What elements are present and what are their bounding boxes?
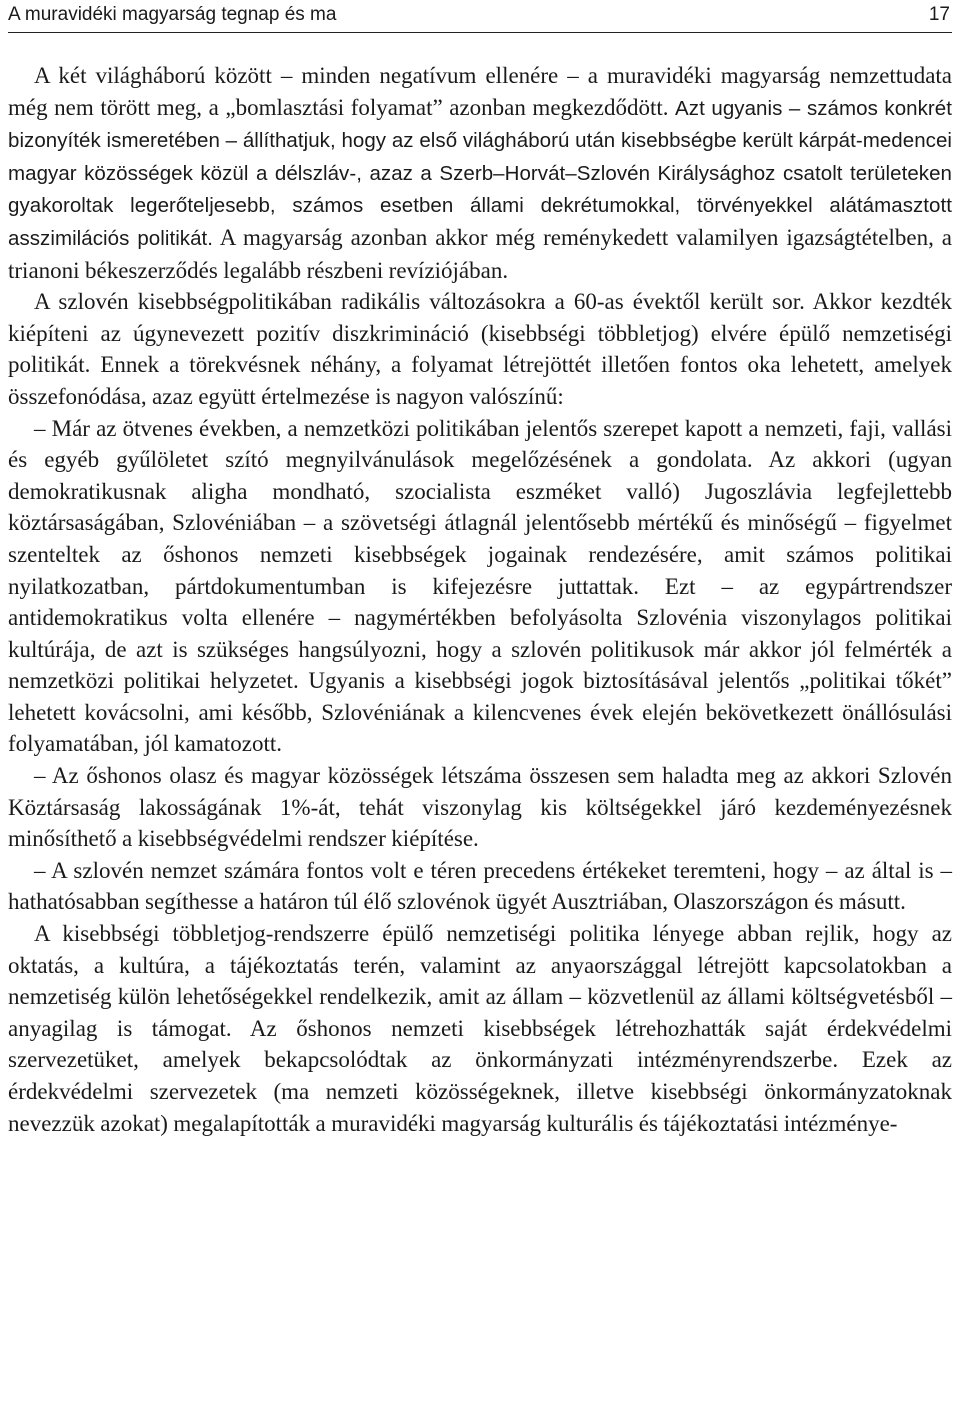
paragraph-p2	[8, 286, 952, 412]
text-run: – Az őshonos olasz és magyar közösségek létszáma összesen sem haladta meg az akkori Szlovén Köztársaság lakosságának 1%-át, tehát viszonylag kis költségekkel járó kezdeményezésnek minősíthető a kisebbségvédelmi rendszer kiépítése.	[8, 763, 952, 852]
paragraph-p3	[8, 413, 952, 761]
paragraph-p1	[8, 60, 952, 286]
paragraph-p4	[8, 760, 952, 855]
text-run: A szlovén kisebbségpolitikában radikális változásokra a 60-as évektől került sor. Akkor kezdték kiépíteni az úgynevezett pozitív diszkrimináció (kisebbségi többletjog) elvére épülő nemzetiségi politikát. Ennek a törekvésnek néhány, a folyamat létrejöttét illetően fontos oka lehetett, amelyek összefonódása, azaz együtt értelmezése is nagyon valószínű:	[8, 289, 952, 409]
page-number: 17	[928, 4, 950, 25]
text-run: Azt ugyanis – számos konkrét bizonyíték ismeretében – állíthatjuk, hogy az első világháború után kisebbségbe került kárpát-medencei magyar közösségek közül a délszláv-, azaz a Szerb–Horvát–Szlovén Királysághoz csatolt területeken gyakoroltak legerőteljesebb, számos esetben állami dekrétumokkal, törvényekkel alátámasztott asszimilációs politikát.	[8, 96, 952, 250]
paragraph-p5	[8, 855, 952, 918]
text-run: – A szlovén nemzet számára fontos volt e téren precedens értékeket teremteni, hogy – az által is – hathatósabban segíthesse a határon túl élő szlovénok ügyét Ausztriában, Olaszországon és másutt.	[8, 857, 952, 915]
text-run: – Már az ötvenes években, a nemzetközi politikában jelentős szerepet kapott a nemzeti, faji, vallási és egyéb gyűlöletet szító megnyilvánulások megelőzésének a gondolata. Az akkori (ugyan demokratikusnak aligha mondható, szocialista eszméket valló) Jugoszlávia legfejlettebb köztársaságában, Szlovéniában – a szövetségi átlagnál jelentősebb mértékű és minőségű – figyelmet szenteltek az őshonos nemzeti kisebbségek jogainak rendezésére, amit számos politikai nyilatkozatban, pártdokumentumban is kifejezésre juttattak. Ezt – az egypártrendszer antidemokratikus volta ellenére – nagymértékben befolyásolta Szlovénia viszonylagos politikai kultúrája, de azt is szükséges hangsúlyozni, hogy a szlovén politikusok már akkor jól felmérték a nemzetközi politikai helyzetet. Ugyanis a kisebbségi jogok biztosításával jelentős „politikai tőkét” lehetett kovácsolni, ami később, Szlovéniának a kilencvenes évek elején bekövetkezett önállósulási folyamatában, jól kamatozott.	[8, 415, 952, 757]
body-text	[8, 60, 952, 1139]
paragraph-p6	[8, 918, 952, 1139]
running-header	[8, 0, 952, 33]
text-run: A kisebbségi többletjog-rendszerre épülő nemzetiségi politika lényege abban rejlik, hogy az oktatás, a kultúra, a tájékoztatás terén, valamint az anyaországgal létrejött kapcsolatokban a nemzetiség külön lehetőségekkel rendelkezik, amit az állam – közvetlenül az állami költségvetésből – anyagilag is támogat. Az őshonos nemzeti kisebbségek létrehozhatták saját érdekvédelmi szervezetüket, amelyek bekapcsolódtak az önkormányzati intézményrendszerbe. Ezek az érdekvédelmi szervezetek (ma nemzeti közösségeknek, illetve kisebbségi önkormányzatoknak nevezzük azokat) megalapították a muravidéki magyarság kulturális és tájékoztatási intézménye-	[8, 921, 952, 1136]
running-title: A muravidéki magyarság tegnap és ma	[8, 4, 337, 25]
text-run: A két világháború között – minden negatívum ellenére – a muravidéki magyarság nemzettudata még nem törött meg, a „bomlasztási folyamat” azonban megkezdődött.	[8, 63, 952, 120]
text-run: A magyarság azonban akkor még reménykedett valamilyen igazságtételben, a trianoni békeszerződés legalább részbeni revíziójában.	[8, 224, 953, 283]
